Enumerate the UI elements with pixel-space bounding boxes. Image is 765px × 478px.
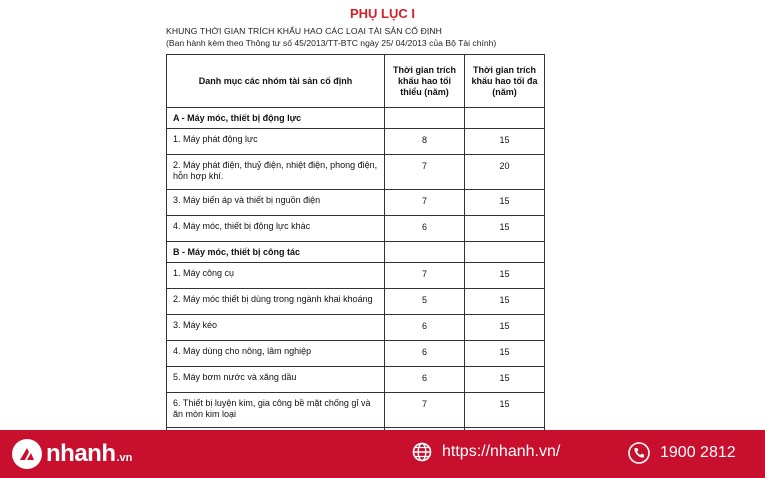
depreciation-table: [166, 54, 545, 454]
row-min: 7: [385, 155, 465, 190]
row-name: 5. Máy bơm nước và xăng dầu: [167, 367, 385, 393]
row-min: 7: [385, 263, 465, 289]
table-row: [167, 263, 545, 289]
row-min: 6: [385, 341, 465, 367]
nhanh-logo-icon: [12, 439, 42, 469]
row-min: 7: [385, 393, 465, 428]
phone-icon: [628, 442, 650, 464]
row-min: 5: [385, 289, 465, 315]
row-max: 15: [465, 367, 545, 393]
brand-logo[interactable]: [12, 439, 132, 469]
phone-link[interactable]: [628, 442, 736, 464]
row-min: 8: [385, 129, 465, 155]
row-max: 15: [465, 190, 545, 216]
header-category: Danh mục các nhóm tài sản cố định: [167, 55, 385, 108]
row-max: 15: [465, 263, 545, 289]
row-min: 6: [385, 315, 465, 341]
row-name: 1. Máy công cụ: [167, 263, 385, 289]
row-max: 20: [465, 155, 545, 190]
table-header-row: [167, 55, 545, 108]
table-row: [167, 367, 545, 393]
table-row: [167, 393, 545, 428]
website-text: https://nhanh.vn/: [442, 443, 561, 460]
row-min: 7: [385, 190, 465, 216]
row-min: 6: [385, 367, 465, 393]
row-name: 1. Máy phát động lực: [167, 129, 385, 155]
row-min: 6: [385, 216, 465, 242]
footer-banner: [0, 430, 765, 478]
section-title-a: A - Máy móc, thiết bị động lực: [167, 108, 385, 129]
section-row-b: [167, 242, 545, 263]
phone-number: 1900 2812: [660, 444, 736, 461]
row-name: 2. Máy phát điện, thuỷ điện, nhiệt điện, phong điện, hỗn hợp khí.: [167, 155, 385, 190]
row-name: 6. Thiết bị luyện kim, gia công bề mặt chống gỉ và ăn mòn kim loại: [167, 393, 385, 428]
table-row: [167, 155, 545, 190]
brand-suffix: .vn: [116, 452, 133, 464]
header-max-years: Thời gian trích khấu hao tối đa (năm): [465, 55, 545, 108]
row-max: 15: [465, 129, 545, 155]
section-row-a: [167, 108, 545, 129]
row-name: 2. Máy móc thiết bị dùng trong ngành khai khoáng: [167, 289, 385, 315]
table-row: [167, 341, 545, 367]
section-title-b: B - Máy móc, thiết bị công tác: [167, 242, 385, 263]
document-subtitle: KHUNG THỜI GIAN TRÍCH KHẤU HAO CÁC LOẠI TÀI SẢN CỐ ĐỊNH: [166, 26, 442, 36]
table-row: [167, 216, 545, 242]
table-row: [167, 315, 545, 341]
document-note: (Ban hành kèm theo Thông tư số 45/2013/TT-BTC ngày 25/ 04/2013 của Bộ Tài chính): [166, 38, 497, 48]
brand-name: nhanh: [46, 440, 116, 467]
table-row: [167, 289, 545, 315]
table-row: [167, 190, 545, 216]
row-max: 15: [465, 341, 545, 367]
globe-icon: [412, 442, 432, 462]
row-max: 15: [465, 289, 545, 315]
table-row: [167, 129, 545, 155]
document-title: PHỤ LỤC I: [350, 6, 415, 21]
row-name: 3. Máy biến áp và thiết bị nguồn điện: [167, 190, 385, 216]
row-max: 15: [465, 393, 545, 428]
row-name: 3. Máy kéo: [167, 315, 385, 341]
header-min-years: Thời gian trích khấu hao tối thiểu (năm): [385, 55, 465, 108]
row-name: 4. Máy dùng cho nông, lâm nghiệp: [167, 341, 385, 367]
row-max: 15: [465, 216, 545, 242]
website-link[interactable]: [412, 442, 560, 462]
row-name: 4. Máy móc, thiết bị động lực khác: [167, 216, 385, 242]
row-max: 15: [465, 315, 545, 341]
